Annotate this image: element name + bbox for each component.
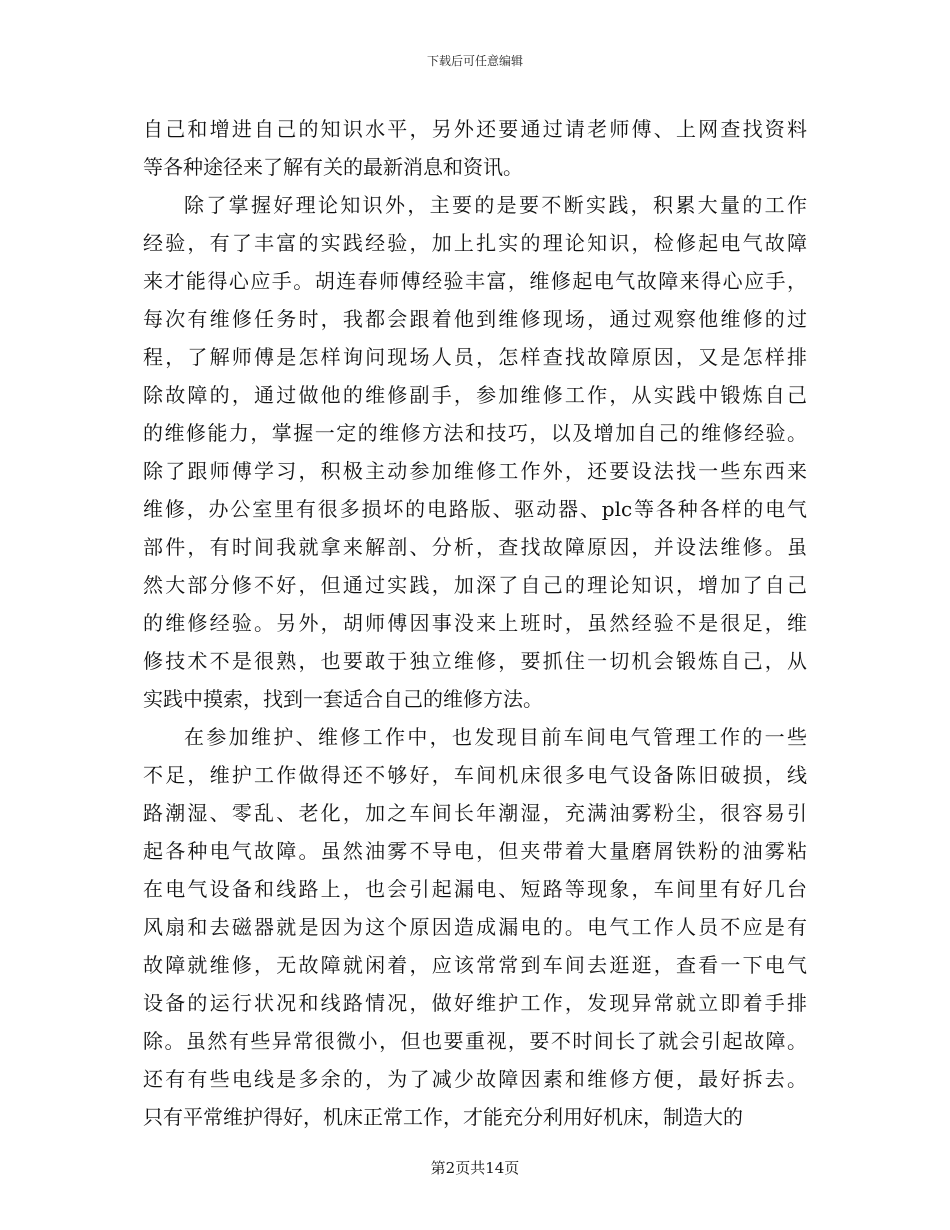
text-line: 不足，维护工作做得还不够好，车间机床很多电气设备陈旧破损，线 [143, 763, 807, 787]
text-line: 除故障的，通过做他的维修副手，参加维修工作，从实践中锻炼自己 [143, 383, 807, 407]
text-line: 等各种途径来了解有关的最新消息和资讯。 [143, 155, 523, 179]
text-line: 修技术不是很熟，也要敢于独立维修，要抓住一切机会锻炼自己，从 [143, 649, 807, 673]
page-number: 第2页共14页 [430, 1159, 520, 1177]
text-line: 维修，办公室里有很多损坏的电路版、驱动器、plc等各种各样的电气 [143, 497, 807, 521]
text-line: 风扇和去磁器就是因为这个原因造成漏电的。电气工作人员不应是有 [143, 915, 807, 939]
text-line: 部件，有时间我就拿来解剖、分析，查找故障原因，并设法维修。虽 [143, 535, 807, 559]
text-line: 路潮湿、零乱、老化，加之车间长年潮湿，充满油雾粉尘，很容易引 [143, 801, 807, 825]
text-line: 只有平常维护得好，机床正常工作，才能充分利用好机床，制造大的 [143, 1105, 743, 1129]
text-line: 设备的运行状况和线路情况，做好维护工作，发现异常就立即着手排 [143, 991, 807, 1015]
paragraph-start-line: 除了掌握好理论知识外，主要的是要不断实践，积累大量的工作 [184, 193, 807, 217]
text-line: 然大部分修不好，但通过实践，加深了自己的理论知识，增加了自己 [143, 573, 807, 597]
text-line: 来才能得心应手。胡连春师傅经验丰富，维修起电气故障来得心应手， [143, 269, 807, 293]
text-line: 自己和增进自己的知识水平，另外还要通过请老师傅、上网查找资料 [143, 117, 807, 141]
text-line: 除。虽然有些异常很微小，但也要重视，要不时间长了就会引起故障。 [143, 1029, 807, 1053]
text-line: 程，了解师傅是怎样询问现场人员，怎样查找故障原因，又是怎样排 [143, 345, 807, 369]
text-line: 每次有维修任务时，我都会跟着他到维修现场，通过观察他维修的过 [143, 307, 807, 331]
text-line: 还有有些电线是多余的，为了减少故障因素和维修方便，最好拆去。 [143, 1067, 807, 1091]
text-line: 的维修经验。另外，胡师傅因事没来上班时，虽然经验不是很足，维 [143, 611, 807, 635]
document-body [143, 110, 807, 1136]
paragraph-start-line: 在参加维护、维修工作中，也发现目前车间电气管理工作的一些 [184, 725, 807, 749]
text-line: 经验，有了丰富的实践经验，加上扎实的理论知识，检修起电气故障 [143, 231, 807, 255]
text-line: 起各种电气故障。虽然油雾不导电，但夹带着大量磨屑铁粉的油雾粘 [143, 839, 807, 863]
page-header: 下载后可任意编辑 [426, 54, 523, 68]
text-line: 实践中摸索，找到一套适合自己的维修方法。 [143, 687, 543, 711]
text-line: 的维修能力，掌握一定的维修方法和技巧，以及增加自己的维修经验。 [143, 421, 807, 445]
text-line: 故障就维修，无故障就闲着，应该常常到车间去逛逛，查看一下电气 [143, 953, 807, 977]
text-line: 除了跟师傅学习，积极主动参加维修工作外，还要设法找一些东西来 [143, 459, 807, 483]
text-line: 在电气设备和线路上，也会引起漏电、短路等现象，车间里有好几台 [143, 877, 807, 901]
